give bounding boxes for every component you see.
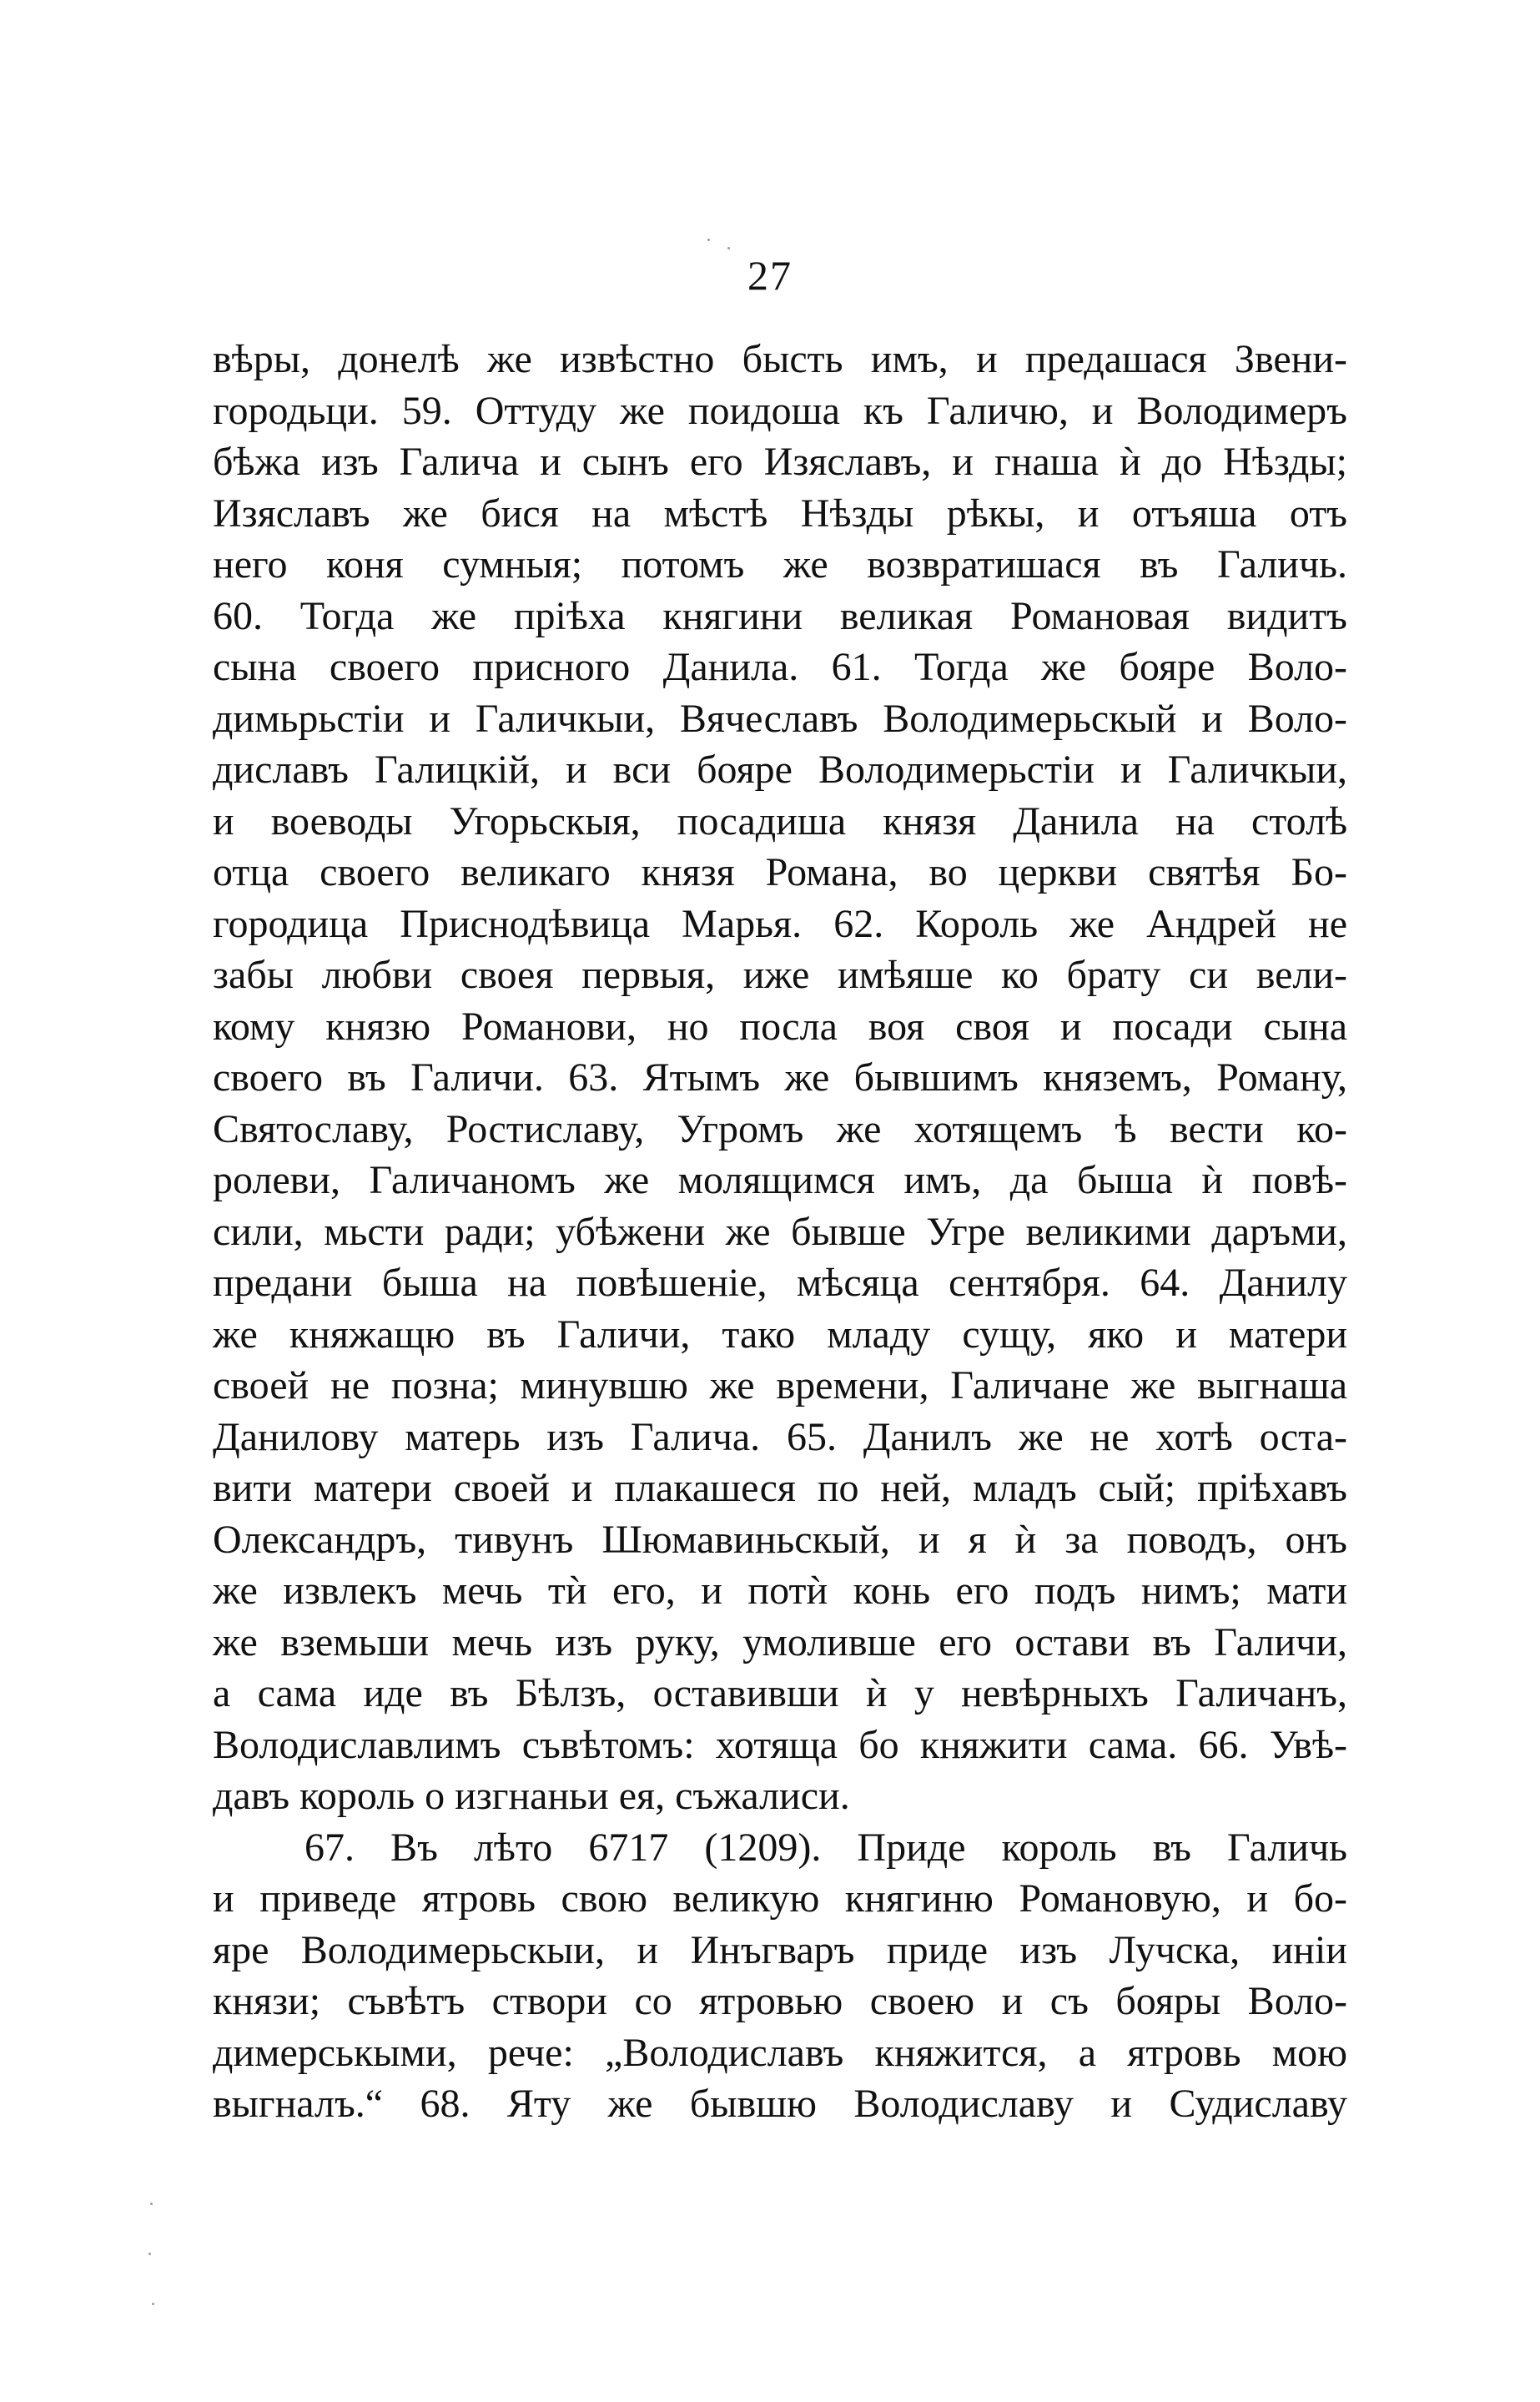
text-line: ролеви, Галичаномъ же молящимся имъ, да быша ѝ повѣ-	[213, 1158, 1347, 1202]
paper-speck	[148, 2253, 151, 2255]
text-line: а сама иде въ Бѣлзъ, оставивши ѝ у невѣрныхъ Галичанъ,	[213, 1671, 1347, 1715]
text-line: и воеводы Угорьскыя, посадиша князя Данила на столѣ	[213, 798, 1347, 843]
text-line: сили, мьсти ради; убѣжени же бывше Угре великими даръми,	[213, 1209, 1347, 1254]
text-line: димерськыми, рече: „Володиславъ княжится, а ятровь мою	[213, 2030, 1347, 2075]
text-line: и приведе ятровь свою великую княгиню Романовую, и бо-	[213, 1876, 1347, 1921]
text-line: Святославу, Ростиславу, Угромъ же хотящемъ ѣ вести ко-	[213, 1106, 1347, 1151]
text-line: димьрьстiи и Галичкыи, Вячеславъ Володимерьскый и Воло-	[213, 696, 1347, 741]
text-line: же извлекъ мечь тѝ его, и потѝ конь его подъ нимъ; мати	[213, 1569, 1347, 1613]
text-line: сына своего присного Данила. 61. Тогда же бояре Воло-	[213, 645, 1347, 689]
text-line: вѣры, донелѣ же извѣстно бысть имъ, и предашася Звени-	[213, 337, 1347, 381]
text-line: Володиславлимъ съвѣтомъ: хотяща бо княжити сама. 66. Увѣ-	[213, 1722, 1347, 1767]
text-line: городьци. 59. Оттуду же поидоша къ Галичю, и Володимеръ	[213, 388, 1347, 433]
text-line: кому князю Романови, но посла воя своя и посади сына	[213, 1004, 1347, 1049]
paper-speck	[707, 239, 710, 241]
text-line: Олександръ, тивунъ Шюмавиньскый, и я ѝ за поводъ, онъ	[213, 1517, 1347, 1562]
text-line: него коня сумныя; потомъ же возвратишася въ Галичь.	[213, 542, 1347, 587]
text-line: отца своего великаго князя Романа, во церкви святѣя Бо-	[213, 850, 1347, 894]
paragraph	[213, 1822, 1347, 2130]
text-line: давъ король о изгнаньи ея, съжалиси.	[213, 1774, 850, 1818]
paper-speck	[727, 247, 730, 249]
text-line: бѣжа изъ Галича и сынъ его Изяславъ, и гнаша ѝ до Нѣзды;	[213, 440, 1347, 484]
paragraph	[213, 334, 1347, 1822]
text-line: диславъ Галицкiй, и вси бояре Володимерьстiи и Галичкыи,	[213, 748, 1347, 792]
text-line: своей не позна; минувшю же времени, Галичане же выгнаша	[213, 1363, 1347, 1407]
paper-speck	[150, 2203, 153, 2205]
text-line: князи; съвѣтъ створи со ятровью своею и съ бояры Воло-	[213, 1979, 1347, 2023]
text-line: городица Приснодѣвица Марья. 62. Король же Андрей не	[213, 901, 1347, 946]
page-number: 27	[747, 252, 793, 299]
text-line: предани быша на повѣшенiе, мѣсяца сентября. 64. Данилу	[213, 1261, 1347, 1305]
paper-speck	[152, 2303, 154, 2305]
body-text	[213, 334, 1347, 2130]
text-line: вити матери своей и плакашеся по ней, младъ сый; прiѣхавъ	[213, 1466, 1347, 1510]
text-line: Изяславъ же бися на мѣстѣ Нѣзды рѣкы, и отъяша отъ	[213, 491, 1347, 536]
text-line: яре Володимерьскыи, и Инъгваръ приде изъ Лучска, инiи	[213, 1927, 1347, 1972]
text-line: же вземьши мечь изъ руку, умоливше его остави въ Галичи,	[213, 1619, 1347, 1664]
text-line: Данилову матерь изъ Галича. 65. Данилъ же не хотѣ оста-	[213, 1414, 1347, 1459]
text-line: выгналъ.“ 68. Яту же бывшю Володиславу и Судиславу	[213, 2082, 1347, 2126]
text-line: забы любви своея первыя, иже имѣяше ко брату си вели-	[213, 953, 1347, 997]
text-line: своего въ Галичи. 63. Ятымъ же бывшимъ княземъ, Роману,	[213, 1055, 1347, 1100]
text-line: же княжащю въ Галичи, тако младу сущу, яко и матери	[213, 1312, 1347, 1357]
text-line: 67. Въ лѣто 6717 (1209). Приде король въ Галичь	[304, 1825, 1347, 1870]
text-line: 60. Тогда же прiѣха княгини великая Романовая видитъ	[213, 593, 1347, 638]
